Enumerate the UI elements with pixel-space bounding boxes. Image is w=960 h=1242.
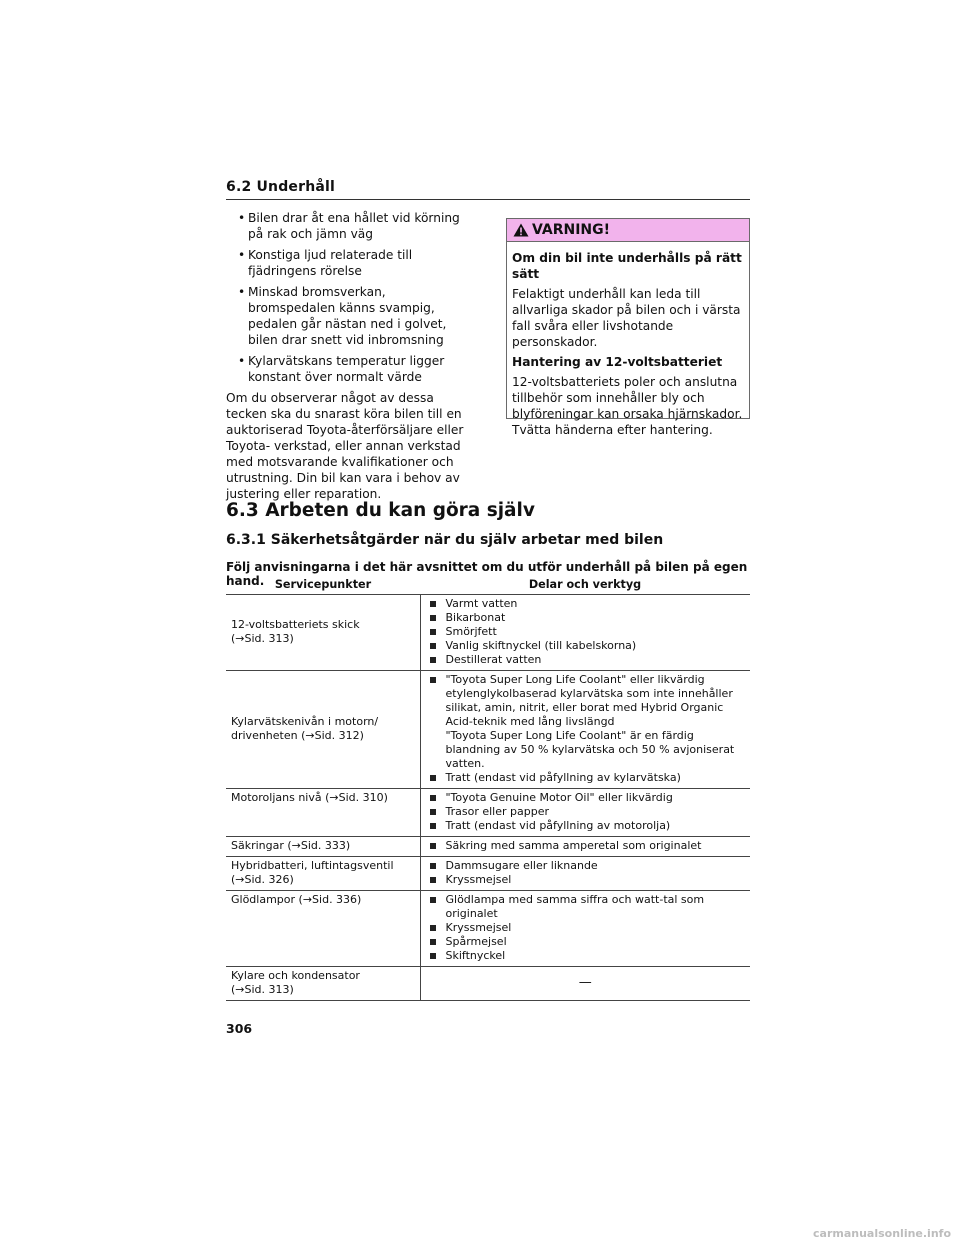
tool-text: Trasor eller papper: [445, 805, 549, 818]
warning-header: [507, 219, 749, 242]
tools-cell: [420, 789, 750, 837]
list-item: [426, 625, 746, 639]
warning-text: 12-voltsbatteriets poler och anslutna tillbehör som innehåller bly och blyföreningar kan orsaka hjärnskador. Tvätta händerna efter hantering.: [512, 375, 743, 437]
service-point-line: (→Sid. 313): [231, 983, 294, 996]
section-title: 6.3.1 Säkerhetsåtgärder när du själv arbetar med bilen: [226, 532, 664, 548]
tools-list: [426, 893, 746, 963]
square-bullet-icon: [430, 601, 436, 607]
list-item: [426, 791, 746, 805]
service-point-line: Glödlampor (→Sid. 336): [231, 893, 362, 906]
warning-heading: Om din bil inte underhålls på rätt sätt: [512, 251, 742, 281]
empty-dash: —: [578, 975, 592, 990]
tools-list: [426, 673, 746, 785]
service-point-cell: [226, 837, 420, 857]
service-point-line: 12-voltsbatteriets skick: [231, 618, 360, 631]
tools-cell: [420, 967, 750, 1001]
column-header: Servicepunkter: [226, 577, 420, 595]
square-bullet-icon: [430, 643, 436, 649]
list-item: [426, 805, 746, 819]
list-item: [426, 653, 746, 667]
left-column: [226, 210, 476, 502]
list-item: • Kylarvätskans temperatur ligger konstant över normalt värde: [238, 354, 445, 384]
list-item: • Bilen drar åt ena hållet vid körning på rak och jämn väg: [238, 211, 460, 241]
tool-text: Kryssmejsel: [445, 873, 512, 886]
service-point-line: Kylarvätskenivån i motorn/: [231, 715, 379, 728]
maintenance-table: [226, 577, 750, 1001]
list-item: [426, 859, 746, 873]
table-row: [226, 837, 750, 857]
table-row: [226, 857, 750, 891]
table-row: [226, 671, 750, 789]
service-point-cell: [226, 891, 420, 967]
advice-paragraph: Om du observerar något av dessa tecken ska du snarast köra bilen till en auktoriserad Toyota-återförsäljare eller Toyota- verkstad, eller annan verkstad med motsvarande kvalifikationer och utrustning. Din bil kan vara i behov av justering eller reparation.: [226, 391, 464, 501]
list-item: [426, 921, 746, 935]
tool-text: Smörjfett: [445, 625, 497, 638]
tool-text: Glödlampa med samma siffra och watt-tal som originalet: [445, 893, 705, 920]
warning-title: VARNING!: [532, 222, 611, 238]
list-item: [426, 673, 746, 771]
header-rule: [226, 199, 750, 200]
symptom-list: [226, 210, 476, 385]
list-item: [426, 611, 746, 625]
warning-box: [506, 218, 750, 437]
table-row: [226, 595, 750, 671]
service-point-line: Säkringar (→Sid. 333): [231, 839, 351, 852]
section-header: 6.2 Underhåll: [226, 179, 336, 195]
warning-triangle-icon: [513, 223, 529, 237]
tools-cell: [420, 891, 750, 967]
tool-text: Destillerat vatten: [445, 653, 542, 666]
tool-text: Spårmejsel: [445, 935, 507, 948]
service-point-line: Kylare och kondensator: [231, 969, 360, 982]
square-bullet-icon: [430, 677, 436, 683]
warning-text: Felaktigt underhåll kan leda till allvarliga skador på bilen och i värsta fall svåra eller livshotande personskador.: [512, 287, 741, 349]
tool-text: Tratt (endast vid påfyllning av kylarvätska): [445, 771, 681, 784]
service-point-cell: [226, 671, 420, 789]
table-row: [226, 967, 750, 1001]
tools-cell: [420, 857, 750, 891]
service-point-line: Motoroljans nivå (→Sid. 310): [231, 791, 388, 804]
square-bullet-icon: [430, 615, 436, 621]
square-bullet-icon: [430, 863, 436, 869]
list-item: [426, 935, 746, 949]
tool-text: Dammsugare eller liknande: [445, 859, 598, 872]
tool-text: Bikarbonat: [445, 611, 506, 624]
tool-text: "Toyota Super Long Life Coolant" eller likvärdig etylenglykolbaserad kylarvätska som inte innehåller silikat, amin, nitrit, eller borat med Hybrid Organic Acid-teknik med lång livslängd "Toyota Super Long Life Coolant" är en färdig blandning av 50 % kylarvätska och 50 % avjoniserat vatten.: [445, 673, 735, 770]
table-header-row: [226, 577, 750, 595]
list-item: [426, 949, 746, 963]
list-item: • Konstiga ljud relaterade till fjädringens rörelse: [238, 248, 413, 278]
service-point-line: (→Sid. 326): [231, 873, 294, 886]
tool-text: Vanlig skiftnyckel (till kabelskorna): [445, 639, 637, 652]
list-item: • Minskad bromsverkan, bromspedalen känns svampig, pedalen går nästan ned i golvet, bilen drar snett vid inbromsning: [238, 285, 447, 347]
tool-text: Varmt vatten: [445, 597, 518, 610]
service-point-line: (→Sid. 313): [231, 632, 294, 645]
tools-list: [426, 839, 746, 853]
page-number: 306: [226, 1021, 253, 1036]
list-item: [426, 893, 746, 921]
list-item: [426, 873, 746, 887]
tool-text: Skiftnyckel: [445, 949, 506, 962]
square-bullet-icon: [430, 775, 436, 781]
list-item: [426, 639, 746, 653]
list-item: [426, 597, 746, 611]
warning-heading: Hantering av 12-voltsbatteriet: [512, 355, 723, 369]
square-bullet-icon: [430, 657, 436, 663]
square-bullet-icon: [430, 897, 436, 903]
square-bullet-icon: [430, 877, 436, 883]
square-bullet-icon: [430, 925, 436, 931]
tools-list: [426, 859, 746, 887]
square-bullet-icon: [430, 823, 436, 829]
footer-watermark[interactable]: carmanualsonline.info: [813, 1227, 951, 1240]
table-row: [226, 789, 750, 837]
list-item: [426, 771, 746, 785]
table-row: [226, 891, 750, 967]
square-bullet-icon: [430, 795, 436, 801]
tool-text: Tratt (endast vid påfyllning av motorolja): [445, 819, 671, 832]
tools-cell: [420, 837, 750, 857]
tools-list: [426, 791, 746, 833]
chapter-title: 6.3 Arbeten du kan göra själv: [226, 500, 535, 521]
column-header: Delar och verktyg: [420, 577, 750, 595]
service-point-cell: [226, 595, 420, 671]
service-point-cell: [226, 789, 420, 837]
tools-cell: [420, 595, 750, 671]
square-bullet-icon: [430, 843, 436, 849]
list-item: [426, 819, 746, 833]
intro-text: Följ anvisningarna i det här avsnittet om du utför underhåll på bilen på egen hand.: [226, 560, 748, 588]
square-bullet-icon: [430, 953, 436, 959]
tools-list: [426, 597, 746, 667]
square-bullet-icon: [430, 809, 436, 815]
service-point-cell: [226, 967, 420, 1001]
tool-text: "Toyota Genuine Motor Oil" eller likvärdig: [445, 791, 673, 804]
list-item: [426, 839, 746, 853]
service-point-cell: [226, 857, 420, 891]
square-bullet-icon: [430, 629, 436, 635]
tool-text: Kryssmejsel: [445, 921, 512, 934]
tool-text: Säkring med samma amperetal som originalet: [445, 839, 702, 852]
tools-cell: [420, 671, 750, 789]
warning-body: [507, 242, 749, 438]
service-point-line: drivenheten (→Sid. 312): [231, 729, 364, 742]
square-bullet-icon: [430, 939, 436, 945]
service-point-line: Hybridbatteri, luftintagsventil: [231, 859, 394, 872]
